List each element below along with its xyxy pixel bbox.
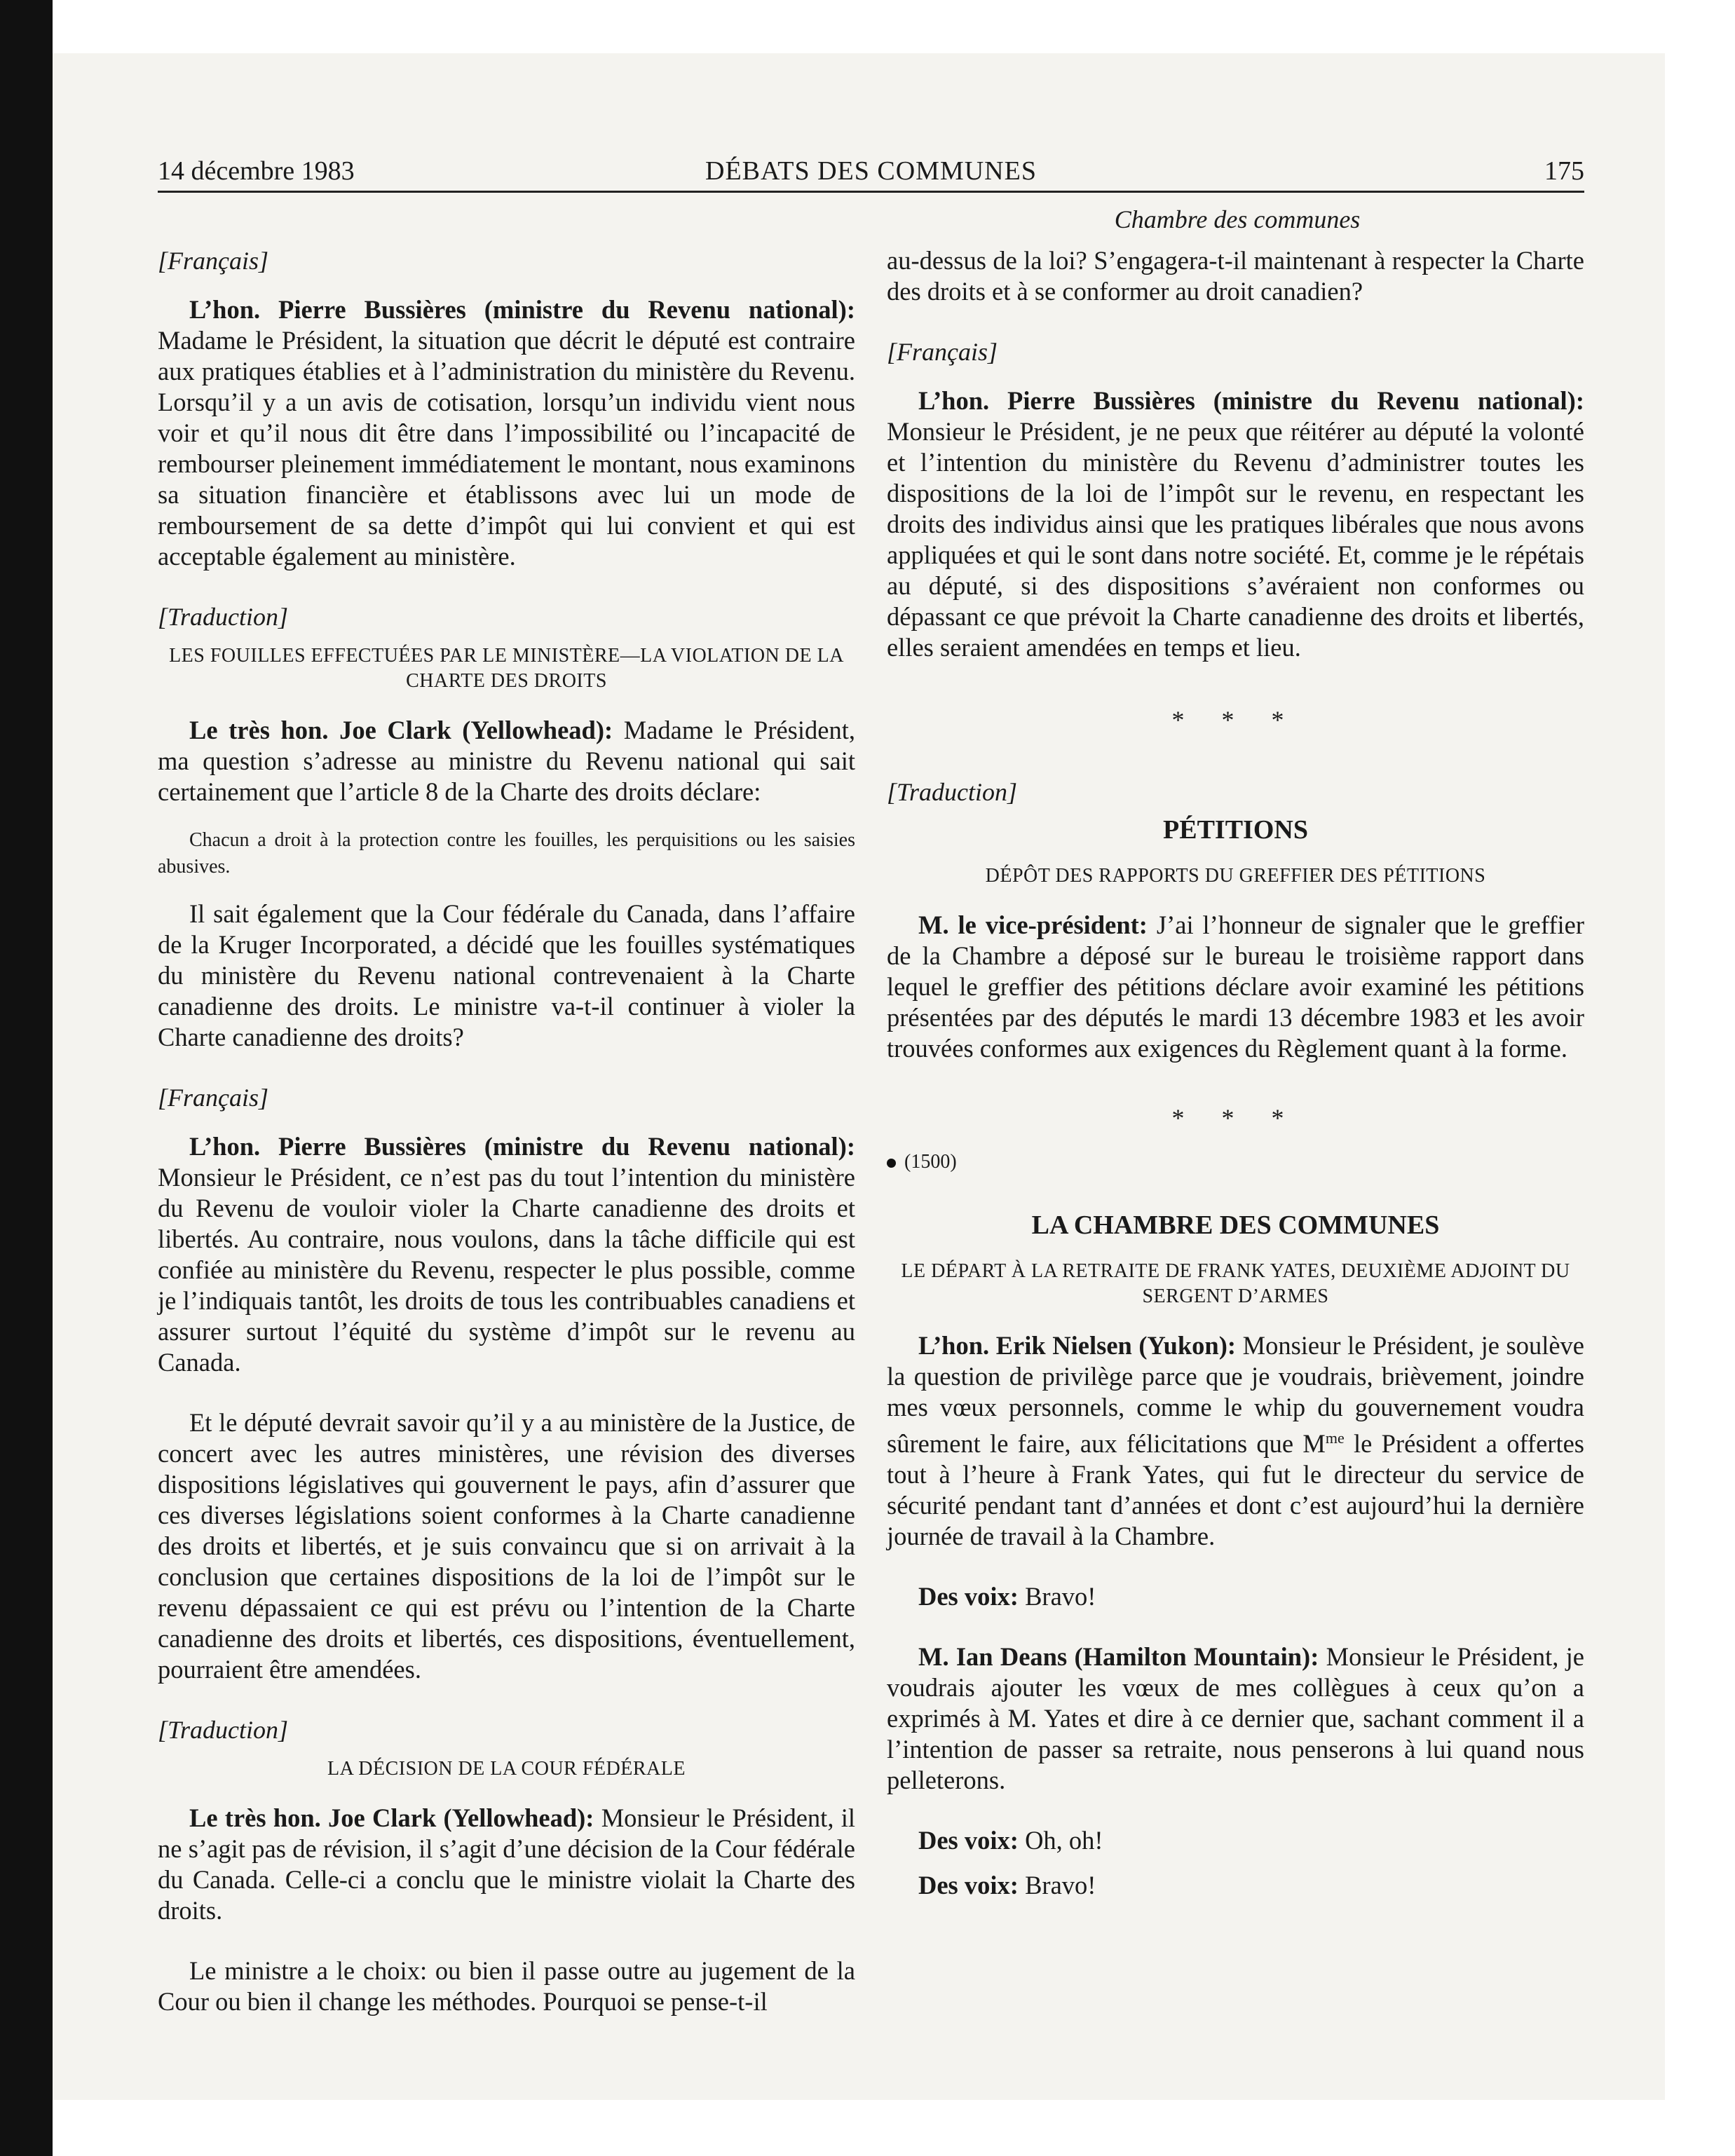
speaker-name: M. le vice-président: bbox=[918, 910, 1148, 939]
speech-paragraph: Et le député devrait savoir qu’il y a au ministère de la Justice, de concert avec les autres ministères, une révision des diverses dispositions législatives qui gouvernent le pays, afin d’assurer que ces diverses législations soient conformes à la Charte canadienne des droits et libertés, et je suis convaincu que si on arrivait à la conclusion que certaines dispositions de la loi de l’impôt sur le revenu dépassaient ce qui est prévu ou l’intention de la Charte canadienne des droits et libertés, ces dispositions, éventuellement, pourraient être amendées. bbox=[158, 1408, 855, 1684]
speech-text: Monsieur le Président, il ne s’agit pas de révision, il s’agit d’une décision de la Cour fédérale du Canada. Celle-ci a conclu que le ministre violait la Charte des droits. bbox=[158, 1803, 855, 1925]
speech-paragraph bbox=[887, 1642, 1584, 1796]
speech-paragraph bbox=[158, 1131, 855, 1378]
speaker-name: Des voix: bbox=[918, 1826, 1019, 1855]
speech-text: Monsieur le Président, ce n’est pas du tout l’intention du ministère du Revenu de vouloir violer la Charte canadienne des droits et libertés. Au contraire, nous voulons, dans la tâche difficile qui est confiée au ministère du Revenu, respecter le plus possible, comme je l’indiquais tantôt, les droits de tous les contribuables canadiens et assurer surtout l’équité du système d’impôt sur le revenu au Canada. bbox=[158, 1163, 855, 1377]
block-quote: Chacun a droit à la protection contre les fouilles, les perquisitions ou les saisies abusives. bbox=[158, 829, 855, 878]
speech-paragraph bbox=[887, 1330, 1584, 1552]
time-marker bbox=[887, 1151, 1584, 1173]
speech-text: Madame le Président, ma question s’adresse au ministre du Revenu national qui sait certainement que l’article 8 de la Charte des droits déclare: bbox=[158, 716, 855, 806]
speaker-name: Le très hon. Joe Clark (Yellowhead): bbox=[189, 1803, 594, 1832]
speech-paragraph: au-dessus de la loi? S’engagera-t-il maintenant à respecter la Charte des droits et à se conformer au droit canadien? bbox=[887, 246, 1584, 306]
superscript: me bbox=[1325, 1429, 1345, 1447]
speaker-name: L’hon. Pierre Bussières (ministre du Revenu national): bbox=[189, 295, 855, 324]
speech-text: Bravo! bbox=[1018, 1582, 1096, 1611]
running-header bbox=[158, 156, 1584, 193]
topic-heading: DÉPÔT DES RAPPORTS DU GREFFIER DES PÉTITIONS bbox=[985, 865, 1486, 887]
topic-heading: LE DÉPART À LA RETRAITE DE FRANK YATES, DEUXIÈME ADJOINT DU SERGENT D’ARMES bbox=[901, 1260, 1570, 1307]
topic-heading: LA DÉCISION DE LA COUR FÉDÉRALE bbox=[327, 1758, 686, 1780]
language-marker: [Traduction] bbox=[158, 603, 289, 631]
speaker-name: L’hon. Pierre Bussières (ministre du Revenu national): bbox=[189, 1132, 855, 1161]
speaker-name: Le très hon. Joe Clark (Yellowhead): bbox=[189, 716, 613, 744]
language-marker: [Français] bbox=[158, 1084, 269, 1112]
topic-heading: LES FOUILLES EFFECTUÉES PAR LE MINISTÈRE—LA VIOLATION DE LA CHARTE DES DROITS bbox=[169, 645, 844, 692]
language-marker: [Français] bbox=[887, 338, 998, 366]
section-title: PÉTITIONS bbox=[1163, 815, 1308, 845]
speech-paragraph bbox=[887, 1870, 1584, 1901]
section-separator: * * * bbox=[1171, 706, 1300, 734]
chamber-subheading: Chambre des communes bbox=[1114, 205, 1361, 233]
speech-paragraph bbox=[158, 294, 855, 572]
speech-text: Bravo! bbox=[1018, 1871, 1096, 1900]
speech-text: Monsieur le Président, je ne peux que réitérer au député la volonté et l’intention du ministère du Revenu d’administrer toutes les dispositions de la loi de l’impôt sur le revenu, en respectant les droits des individus ainsi que les pratiques libérales que nous avons appliquées et qui le sont dans notre société. Et, comme je le répétais au député, si des dispositions s’avéraient non conformes ou dépassant ce que prévoit la Charte canadienne des droits et libertés, elles seraient amendées en temps et lieu. bbox=[887, 417, 1584, 662]
language-marker: [Traduction] bbox=[158, 1716, 289, 1744]
header-date: 14 décembre 1983 bbox=[158, 156, 355, 186]
time-stamp: (1500) bbox=[904, 1151, 957, 1173]
speaker-name: L’hon. Erik Nielsen (Yukon): bbox=[918, 1331, 1237, 1360]
speaker-name: Des voix: bbox=[918, 1582, 1019, 1611]
header-title: DÉBATS DES COMMUNES bbox=[705, 156, 1037, 186]
speech-paragraph: Le ministre a le choix: ou bien il passe outre au jugement de la Cour ou bien il change les méthodes. Pourquoi se pense-t-il bbox=[158, 1956, 855, 2016]
scan-edge bbox=[0, 0, 53, 2156]
speaker-name: L’hon. Pierre Bussières (ministre du Revenu national): bbox=[918, 386, 1584, 415]
speech-text: Monsieur le Président, je voudrais ajouter les vœux de mes collègues à ceux qu’on a exprimés à M. Yates et dire à ce dernier que, sachant comment il a l’intention de passer sa retraite, nous penserons à lui quand nous pelleterons. bbox=[887, 1642, 1584, 1795]
page-number: 175 bbox=[1544, 156, 1584, 186]
speech-paragraph bbox=[887, 1581, 1584, 1612]
language-marker: [Français] bbox=[158, 247, 269, 275]
speech-text: Madame le Président, la situation que décrit le député est contraire aux pratiques établies et à l’administration du ministère du Revenu. Lorsqu’il y a un avis de cotisation, lorsqu’un individu vient nous voir et qu’il nous dit être dans l’impossibilité ou l’incapacité de rembourser pleinement immédiatement le montant, nous examinons sa situation financière et établissons avec lui un mode de remboursement de sa dette d’impôt qui lui convient et qui est acceptable également au ministère. bbox=[158, 326, 855, 571]
speech-text: Oh, oh! bbox=[1018, 1826, 1103, 1855]
speaker-name: M. Ian Deans (Hamilton Mountain): bbox=[918, 1642, 1319, 1672]
left-column bbox=[158, 245, 855, 2017]
speaker-name: Des voix: bbox=[918, 1871, 1019, 1900]
speech-text: J’ai l’honneur de signaler que le greffier de la Chambre a déposé sur le bureau le troisième rapport dans lequel le greffier des pétitions déclare avoir examiné les pétitions présentées par des députés le mardi 13 décembre 1983 et les avoir trouvées conformes aux exigences du Règlement quant à la forme. bbox=[887, 910, 1584, 1063]
speech-paragraph bbox=[887, 1825, 1584, 1856]
speech-paragraph bbox=[887, 910, 1584, 1064]
speech-paragraph bbox=[887, 386, 1584, 663]
section-title: LA CHAMBRE DES COMMUNES bbox=[1031, 1210, 1440, 1240]
speech-paragraph bbox=[158, 1803, 855, 1926]
speech-text: Monsieur le Président, je soulève la question de privilège parce que je voudrais, brièvement, joindre mes vœux personnels, comme le whip du gouvernement voudra sûrement le faire, aux félicitations que M bbox=[887, 1331, 1584, 1459]
speech-text: le Président a offertes tout à l’heure à Frank Yates, qui fut le directeur du service de sécurité pendant tant d’années et dont c’est aujourd’hui la dernière journée de travail à la Chambre. bbox=[887, 1429, 1584, 1551]
language-marker: [Traduction] bbox=[887, 778, 1018, 806]
speech-paragraph: Il sait également que la Cour fédérale du Canada, dans l’affaire de la Kruger Incorporated, a décidé que les fouilles systématiques du ministère du Revenu national contrevenaient à la Charte canadienne des droits. Le ministre va-t-il continuer à violer la Charte canadienne des droits? bbox=[158, 899, 855, 1051]
right-column bbox=[887, 245, 1584, 1901]
bullet-icon bbox=[887, 1159, 896, 1168]
section-separator: * * * bbox=[1171, 1104, 1300, 1132]
speech-paragraph bbox=[158, 715, 855, 807]
